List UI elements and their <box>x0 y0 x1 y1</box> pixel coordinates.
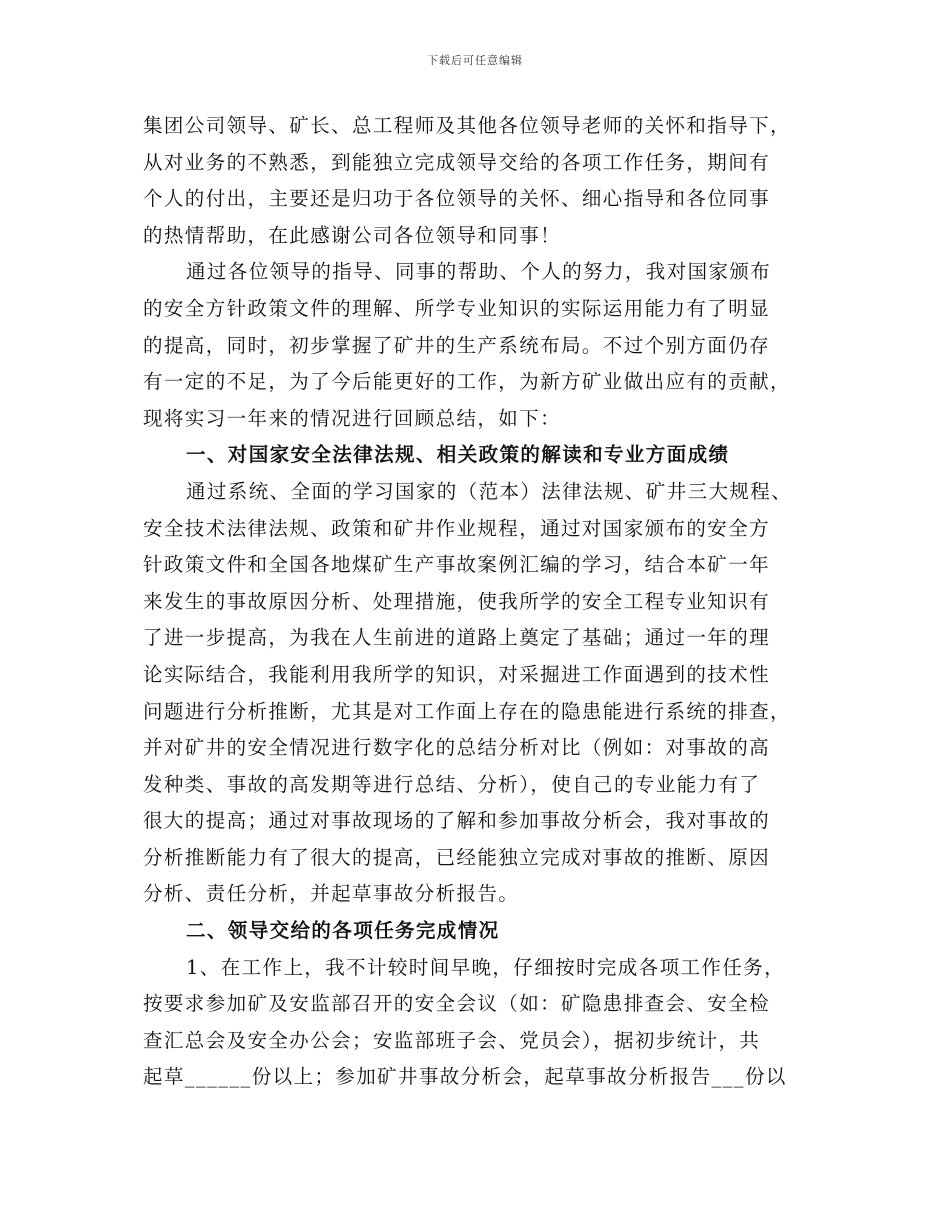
paragraph-line: 的提高，同时，初步掌握了矿井的生产系统布局。不过个别方面仍存 <box>143 333 771 357</box>
header-note: 下载后可任意编辑 <box>427 54 523 67</box>
paragraph-line: 现将实习一年来的情况进行回顾总结，如下： <box>143 406 562 430</box>
section-heading: 二、领导交给的各项任务完成情况 <box>186 919 500 943</box>
paragraph-line: 按要求参加矿及安监部召开的安全会议（如：矿隐患排查会、安全检 <box>143 992 771 1016</box>
paragraph-line: 分析、责任分析，并起草事故分析报告。 <box>143 882 520 906</box>
paragraph-line: 问题进行分析推断，尤其是对工作面上存在的隐患能进行系统的排查， <box>143 699 791 723</box>
paragraph-line: 从对业务的不熟悉，到能独立完成领导交给的各项工作任务，期间有 <box>143 150 771 174</box>
paragraph-line: 通过系统、全面的学习国家的（范本）法律法规、矿井三大规程、 <box>186 479 793 503</box>
paragraph-line: 个人的付出，主要还是归功于各位领导的关怀、细心指导和各位同事 <box>143 187 771 211</box>
paragraph-line: 起草______份以上；参加矿井事故分析会，起草事故分析报告___份以 <box>143 1065 787 1089</box>
section-heading: 一、对国家安全法律法规、相关政策的解读和专业方面成绩 <box>186 443 730 467</box>
paragraph-line: 发种类、事故的高发期等进行总结、分析），使自己的专业能力有了 <box>143 772 761 796</box>
paragraph-line: 了进一步提高，为我在人生前进的道路上奠定了基础；通过一年的理 <box>143 626 771 650</box>
paragraph-line: 的热情帮助，在此感谢公司各位领导和同事！ <box>143 223 562 247</box>
paragraph-line: 查汇总会及安全办公会；安监部班子会、党员会），据初步统计，共 <box>143 1028 761 1052</box>
paragraph-line: 的安全方针政策文件的理解、所学专业知识的实际运用能力有了明显 <box>143 296 771 320</box>
paragraph-line: 来发生的事故原因分析、处理措施，使我所学的安全工程专业知识有 <box>143 589 771 613</box>
paragraph-line: 很大的提高；通过对事故现场的了解和参加事故分析会，我对事故的 <box>143 809 771 833</box>
paragraph-line: 针政策文件和全国各地煤矿生产事故案例汇编的学习，结合本矿一年 <box>143 553 771 577</box>
paragraph-line: 分析推断能力有了很大的提高，已经能独立完成对事故的推断、原因 <box>143 845 771 869</box>
document-body <box>143 108 811 1096</box>
paragraph-line: 1、在工作上，我不计较时间早晚，仔细按时完成各项工作任务， <box>186 955 786 979</box>
paragraph-line: 有一定的不足，为了今后能更好的工作，为新方矿业做出应有的贡献， <box>143 370 791 394</box>
paragraph-line: 通过各位领导的指导、同事的帮助、个人的努力，我对国家颁布 <box>186 260 772 284</box>
paragraph-line: 论实际结合，我能利用我所学的知识，对采掘进工作面遇到的技术性 <box>143 662 771 686</box>
paragraph-line: 集团公司领导、矿长、总工程师及其他各位领导老师的关怀和指导下， <box>143 114 791 137</box>
paragraph-line: 并对矿井的安全情况进行数字化的总结分析对比（例如：对事故的高 <box>143 736 771 760</box>
paragraph-line: 安全技术法律法规、政策和矿井作业规程，通过对国家颁布的安全方 <box>143 516 771 540</box>
